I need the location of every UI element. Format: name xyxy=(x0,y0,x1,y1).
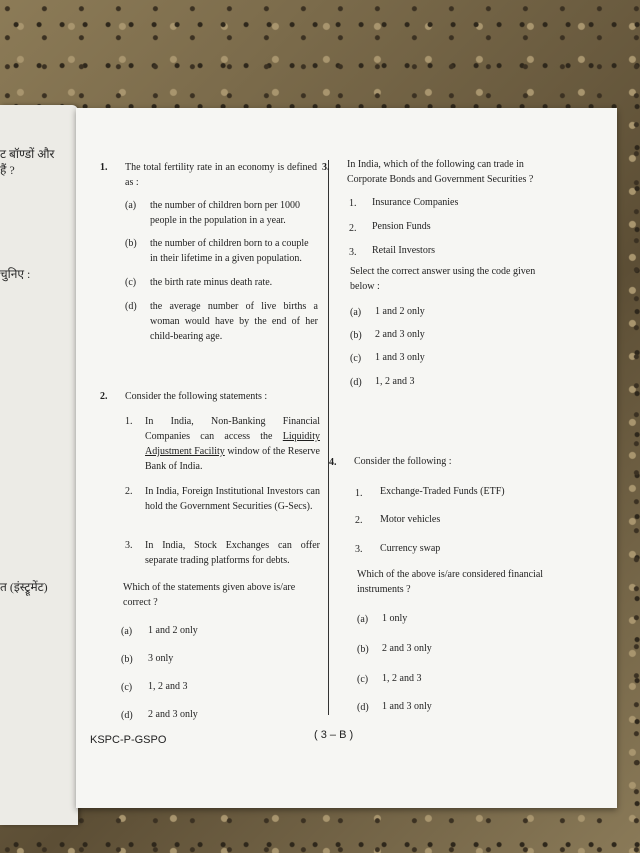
option-label: (d) xyxy=(125,301,137,312)
option-label: (d) xyxy=(350,377,362,388)
left-page-edge xyxy=(0,105,78,825)
question-stem: Consider the following statements : xyxy=(125,391,268,402)
left-page-text: ट बॉण्डों और xyxy=(0,147,55,161)
option-text: 2 and 3 only xyxy=(382,643,432,654)
option-text: 1 only xyxy=(382,613,408,624)
question-stem: The total fertility rate in an economy is defined as : xyxy=(125,162,317,188)
option-label: (a) xyxy=(350,307,362,318)
option-label: (b) xyxy=(125,238,137,249)
option-label: (c) xyxy=(121,682,133,693)
item-label: 2. xyxy=(349,223,357,234)
option-label: (b) xyxy=(350,330,362,341)
question-stem: In India, which of the following can trade in Corporate Bonds and Government Securities ? xyxy=(347,159,534,185)
option-label: (b) xyxy=(357,644,369,655)
item-label: 1. xyxy=(349,198,357,209)
option-text: 1 and 3 only xyxy=(382,701,432,712)
item-label: 3. xyxy=(355,544,363,555)
item-text: Motor vehicles xyxy=(380,514,441,525)
option-text: 1, 2 and 3 xyxy=(148,681,188,692)
question-number: 2. xyxy=(100,391,108,402)
question-stem: Consider the following : xyxy=(354,456,452,467)
option-text: 1 and 3 only xyxy=(375,352,425,363)
statement-label: 1. xyxy=(125,416,133,427)
option-text: 2 and 3 only xyxy=(148,709,198,720)
column-divider xyxy=(328,160,329,715)
option-text: 1 and 2 only xyxy=(375,306,425,317)
item-text: Pension Funds xyxy=(372,221,431,232)
option-label: (a) xyxy=(357,614,369,625)
option-text: the average number of live births a woman would have by the end of her child-bearing age. xyxy=(150,301,318,342)
option-label: (a) xyxy=(125,200,137,211)
statement-text: In India, Non-Banking Financial Companies can access the Liquidity Adjustment Facility window of the Reserve Bank of India. xyxy=(145,416,320,472)
option-label: (a) xyxy=(121,626,133,637)
statement-label: 3. xyxy=(125,540,133,551)
option-text: 3 only xyxy=(148,653,174,664)
option-label: (c) xyxy=(350,353,362,364)
item-label: 2. xyxy=(355,515,363,526)
left-page-text: हैं ? xyxy=(0,163,15,177)
item-text: Exchange-Traded Funds (ETF) xyxy=(380,486,505,497)
item-text: Currency swap xyxy=(380,543,441,554)
item-text: Retail Investors xyxy=(372,245,436,256)
option-text: 1 and 2 only xyxy=(148,625,198,636)
question-number: 4. xyxy=(329,457,337,468)
question-number: 1. xyxy=(100,162,108,173)
item-text: Insurance Companies xyxy=(372,197,459,208)
option-text: 1, 2 and 3 xyxy=(375,376,415,387)
option-label: (b) xyxy=(121,654,133,665)
statement-text: In India, Foreign Institutional Investors can hold the Government Securities (G-Secs). xyxy=(145,486,320,512)
page-number: ( 3 – B ) xyxy=(314,729,354,741)
underlined-term: Liquidity Adjustment Facility xyxy=(145,431,320,457)
exam-page xyxy=(76,108,617,808)
question-prompt: Select the correct answer using the code given below : xyxy=(350,266,536,292)
option-label: (d) xyxy=(121,710,133,721)
option-text: the number of children born to a couple in their lifetime in a given population. xyxy=(150,238,309,264)
option-text: 2 and 3 only xyxy=(375,329,425,340)
question-prompt: Which of the statements given above is/are correct ? xyxy=(123,582,296,608)
left-page-text: त (इंस्ट्रूमेंट) xyxy=(0,580,48,594)
option-label: (c) xyxy=(125,277,137,288)
item-label: 3. xyxy=(349,247,357,258)
booklet-code: KSPC-P-GSPO xyxy=(90,734,167,746)
statement-text: In India, Stock Exchanges can offer separate trading platforms for debts. xyxy=(145,540,320,566)
statement-label: 2. xyxy=(125,486,133,497)
question-prompt: Which of the above is/are considered financial instruments ? xyxy=(357,569,544,595)
left-page-text: चुनिए : xyxy=(0,267,31,281)
option-text: the birth rate minus death rate. xyxy=(150,277,273,288)
option-text: the number of children born per 1000 people in the population in a year. xyxy=(150,200,300,226)
item-label: 1. xyxy=(355,488,363,499)
option-text: 1, 2 and 3 xyxy=(382,673,422,684)
option-label: (c) xyxy=(357,674,369,685)
option-label: (d) xyxy=(357,702,369,713)
question-number: 3. xyxy=(322,162,330,173)
